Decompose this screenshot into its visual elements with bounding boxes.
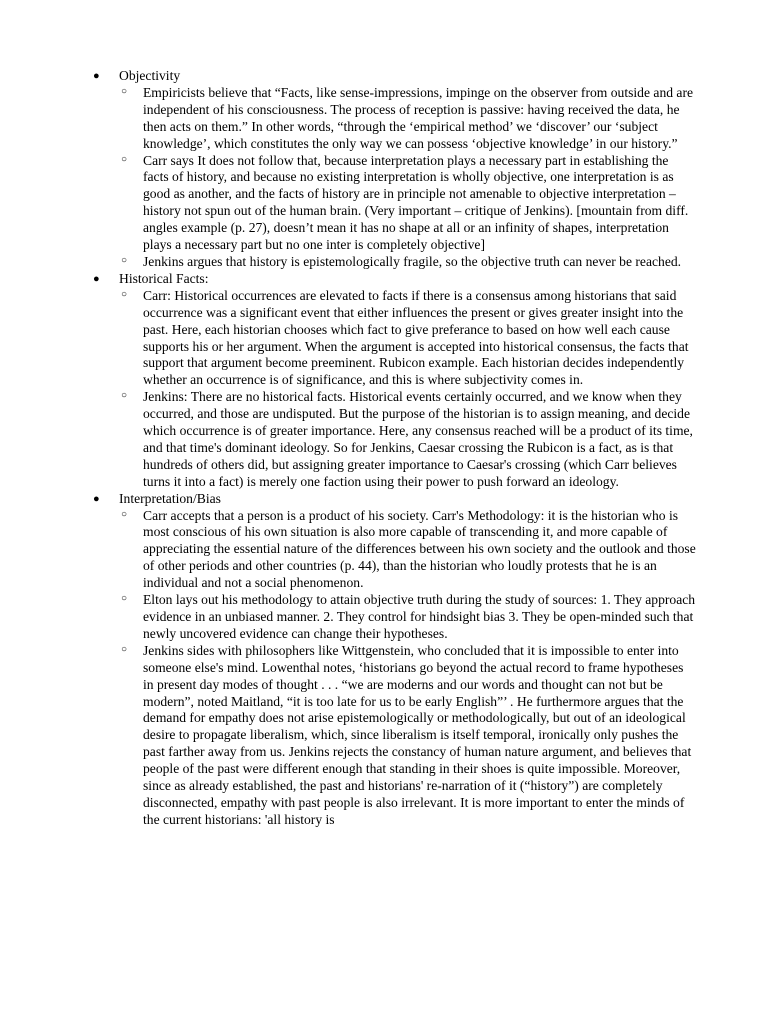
- section-historical-facts: [0, 271, 768, 491]
- circle-bullet-icon: ○: [121, 643, 128, 655]
- point-text: Carr says It does not follow that, because interpretation plays a necessary part in establishing the facts of history, and because no existing interpretation is wholly objective, one interpretation is as good as another, and the facts of history are in principle not amenable to objective interpretation – history not spun out of the human brain. (Very important – critique of Jenkins). [mountain from diff. angles example (p. 27), doesn’t mean it has no shape at all or an infinity of shapes, interpretation plays a necessary part but no one inter is completely objective]: [143, 152, 689, 253]
- circle-bullet-icon: ○: [121, 85, 128, 97]
- circle-bullet-icon: ○: [121, 390, 128, 402]
- sub-point: [0, 508, 768, 593]
- sub-list: [119, 508, 768, 829]
- point-text: Jenkins argues that history is epistemologically fragile, so the objective truth can never be reached.: [143, 253, 682, 269]
- sub-point: [0, 288, 768, 389]
- sub-point: [0, 389, 768, 490]
- document-page: [0, 68, 768, 829]
- point-text: Carr accepts that a person is a product of his society. Carr's Methodology: it is the historian who is most conscious of his own situation is also more capable of transcending it, and more capable of appreciating the essential nature of the differences between his own society and the outlook and those of other periods and other countries (p. 44), than the historian who loudly protests that he is an individual and not a social phenomenon.: [143, 507, 696, 591]
- sub-point: [0, 643, 768, 829]
- point-text: Carr: Historical occurrences are elevated to facts if there is a consensus among historians that said occurrence was a significant event that either influences the present or gives greater insight into the past. Here, each historian chooses which fact to give preferance to based on how well each cause supports his or her argument. When the argument is accepted into historical consensus, the facts that support that argument become preeminent. Rubicon example. Each historian decides independently whether an occurrence is of significance, and this is where subjectivity comes in.: [143, 287, 689, 388]
- section-heading: Interpretation/Bias: [119, 490, 221, 506]
- section-heading: Objectivity: [119, 68, 181, 83]
- sub-point: [0, 153, 768, 254]
- point-text: Jenkins sides with philosophers like Wittgenstein, who concluded that it is impossible to enter into someone else's mind. Lowenthal notes, ‘historians go beyond the actual record to frame hypotheses in present day modes of thought . . . “we are moderns and our words and thought can not but be modern”, noted Maitland, “it is too late for us to be early English”’ . He furthermore argues that the demand for empathy does not arise epistemologically or methodologically, but out of an ideological desire to propagate liberalism, which, since liberalism is itself temporal, ironically only pushes the past farther away from us. Jenkins rejects the constancy of human nature argument, and believes that people of the past were different enough that standing in their shoes is quite impossible. Moreover, since as already established, the past and historians' re-narration of it (“history”) are completely disconnected, empathy with past people is also irrelevant. It is more important to enter the minds of the current historians: 'all history is: [143, 642, 692, 827]
- circle-bullet-icon: ○: [121, 254, 128, 266]
- circle-bullet-icon: ○: [121, 288, 128, 300]
- point-text: Jenkins: There are no historical facts. Historical events certainly occurred, and we know when they occurred, and those are undisputed. But the purpose of the historian is to assign meaning, and decide which occurrence is of greater importance. Here, any consensus reached will be a product of its time, and that time's dominant ideology. So for Jenkins, Caesar crossing the Rubicon is a fact, as is that hundreds of others did, but assigning greater importance to Caesar's crossing (which Carr believes turns it into a fact) is merely one faction using their power to push forward an ideology.: [143, 389, 693, 489]
- bullet-icon: ●: [93, 70, 100, 82]
- bullet-icon: ●: [93, 492, 100, 505]
- sub-point: [0, 254, 768, 271]
- section-heading: Historical Facts:: [119, 270, 209, 286]
- section-interpretation-bias: [0, 491, 768, 829]
- section-objectivity: [0, 68, 768, 271]
- point-text: Empiricists believe that “Facts, like sense-impressions, impinge on the observer from outside and are independent of his consciousness. The process of reception is passive: having received the data, he then acts on them.” In other words, “through the ‘empirical method’ we ‘discover’ our ‘subject knowledge’, which constitutes the only way we can possess ‘objective knowledge’ in our history.”: [143, 84, 694, 151]
- bullet-outline: [0, 68, 768, 829]
- bullet-icon: ●: [93, 272, 100, 285]
- circle-bullet-icon: ○: [121, 593, 128, 605]
- sub-point: [0, 85, 768, 153]
- circle-bullet-icon: ○: [121, 153, 128, 165]
- sub-list: [119, 85, 768, 271]
- circle-bullet-icon: ○: [121, 508, 128, 520]
- sub-list: [119, 288, 768, 491]
- point-text: Elton lays out his methodology to attain objective truth during the study of sources: 1. They approach evidence in an unbiased manner. 2. They control for hindsight bias 3. They be open-minded such that newly uncovered evidence can change their hypotheses.: [143, 592, 696, 641]
- sub-point: [0, 592, 768, 643]
